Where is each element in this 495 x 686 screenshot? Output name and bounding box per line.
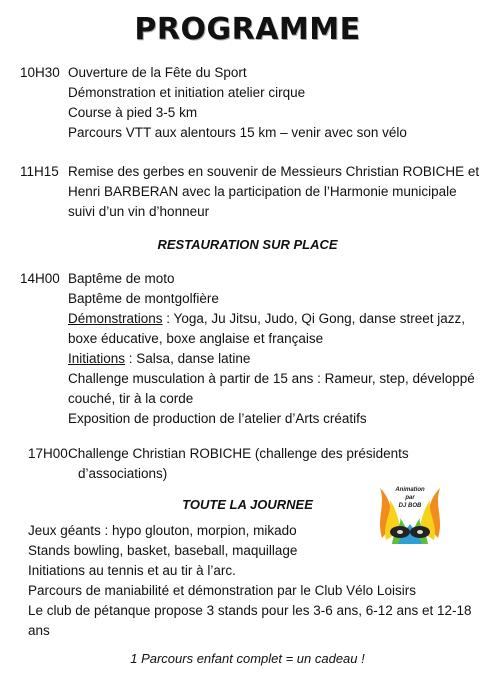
restauration-heading: RESTAURATION SUR PLACE — [157, 237, 338, 252]
journee-line-4: Parcours de maniabilité et démonstration par le Club Vélo Loisirs — [28, 583, 416, 598]
initiations-list: : Salsa, danse latine — [125, 351, 251, 366]
time-11h15: 11H15 — [20, 164, 59, 179]
dj-logo-graphic — [372, 478, 448, 552]
block1-line-3: Course à pied 3-5 km — [68, 105, 198, 120]
logo-text-line-3: DJ BOB — [398, 503, 422, 509]
block2-line-2: Henri BARBERAN avec la participation de l’Harmonie municipale — [68, 184, 457, 199]
demonstrations-label: Démonstrations — [68, 311, 163, 326]
block3-exposition-line: Exposition de production de l’atelier d’Arts créatifs — [68, 411, 367, 426]
block4-line-1: Challenge Christian ROBICHE (challenge des présidents — [68, 446, 409, 461]
block3-line-moto: Baptême de moto — [68, 271, 175, 286]
block3-initiations-line — [68, 349, 250, 369]
block3-demonstrations-line-2: boxe éducative, boxe anglaise et française — [68, 331, 324, 346]
block4-line-2: d’associations) — [78, 466, 168, 481]
journee-line-2: Stands bowling, basket, baseball, maquillage — [28, 543, 298, 558]
block1-line-1: Ouverture de la Fête du Sport — [68, 65, 247, 80]
block3-challenge-line-1: Challenge musculation à partir de 15 ans : Rameur, step, développé — [68, 371, 475, 386]
journee-line-5: Le club de pétanque propose 3 stands pour les 3-6 ans, 6-12 ans et 12-18 — [28, 603, 472, 618]
time-14h00: 14H00 — [20, 271, 60, 286]
journee-line-1: Jeux géants : hypo glouton, morpion, mikado — [28, 523, 297, 538]
block1-line-4: Parcours VTT aux alentours 15 km – venir avec son vélo — [68, 125, 407, 140]
block2-line-3: suivi d’un vin d’honneur — [68, 204, 210, 219]
block3-line-montgolfiere: Baptême de montgolfière — [68, 291, 219, 306]
time-17h00: 17H00 — [28, 446, 68, 461]
dj-turntable-logo-icon — [372, 478, 448, 552]
time-10h30: 10H30 — [20, 65, 60, 80]
block3-challenge-line-2: couché, tir à la corde — [68, 391, 194, 406]
block1-line-2: Démonstration et initiation atelier cirque — [68, 85, 306, 100]
block3-demonstrations-line — [68, 309, 465, 329]
logo-text-line-2: par — [405, 495, 415, 501]
journee-line-6: ans — [28, 623, 50, 638]
footer-note: 1 Parcours enfant complet = un cadeau ! — [130, 651, 365, 666]
disc-left-center — [397, 530, 403, 534]
logo-text-line-1: Animation — [395, 487, 425, 493]
disc-right-center — [417, 530, 423, 534]
initiations-label: Initiations — [68, 351, 126, 366]
toute-la-journee-heading: TOUTE LA JOURNEE — [182, 497, 313, 512]
block2-line-1: Remise des gerbes en souvenir de Messieurs Christian ROBICHE et — [68, 164, 480, 179]
demonstrations-list: : Yoga, Ju Jitsu, Judo, Qi Gong, danse street jazz, — [162, 311, 465, 326]
journee-line-3: Initiations au tennis et au tir à l’arc. — [28, 563, 236, 578]
page-title: PROGRAMME — [134, 12, 361, 47]
